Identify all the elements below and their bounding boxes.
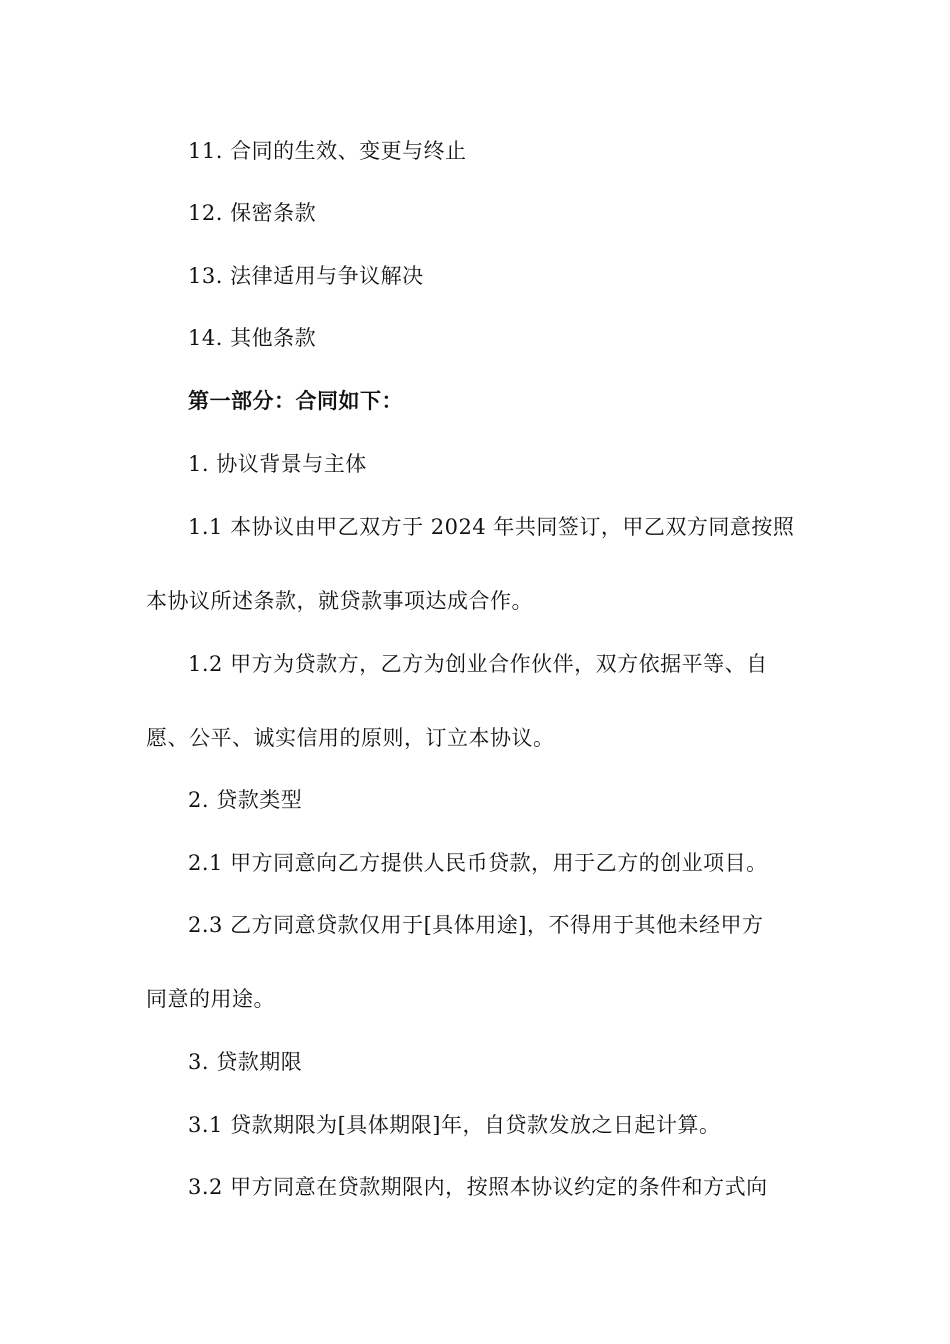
clause-2-3-line-1: 2.3 乙方同意贷款仅用于[具体用途]，不得用于其他未经甲方 [188,913,764,937]
clause-1-1-line-2: 本协议所述条款，就贷款事项达成合作。 [146,589,533,613]
clause-1-2-line-2: 愿、公平、诚实信用的原则，订立本协议。 [146,726,555,750]
clause-3-1: 3.1 贷款期限为[具体期限]年，自贷款发放之日起计算。 [188,1113,721,1137]
section-1-title: 1. 协议背景与主体 [188,452,367,476]
part-heading: 第一部分：合同如下： [188,388,403,413]
toc-item-13: 13. 法律适用与争议解决 [188,264,424,288]
toc-item-11: 11. 合同的生效、变更与终止 [188,139,467,163]
section-3-title: 3. 贷款期限 [188,1050,303,1074]
toc-item-14: 14. 其他条款 [188,326,317,350]
clause-1-2-line-1: 1.2 甲方为贷款方，乙方为创业合作伙伴，双方依据平等、自 [188,652,768,676]
clause-1-1-line-1: 1.1 本协议由甲乙双方于 2024 年共同签订，甲乙双方同意按照 [188,515,795,539]
section-2-title: 2. 贷款类型 [188,788,303,812]
clause-3-2-line-1: 3.2 甲方同意在贷款期限内，按照本协议约定的条件和方式向 [188,1175,768,1199]
clause-2-1: 2.1 甲方同意向乙方提供人民币贷款，用于乙方的创业项目。 [188,851,768,875]
clause-2-3-line-2: 同意的用途。 [146,987,275,1011]
toc-item-12: 12. 保密条款 [188,201,317,225]
